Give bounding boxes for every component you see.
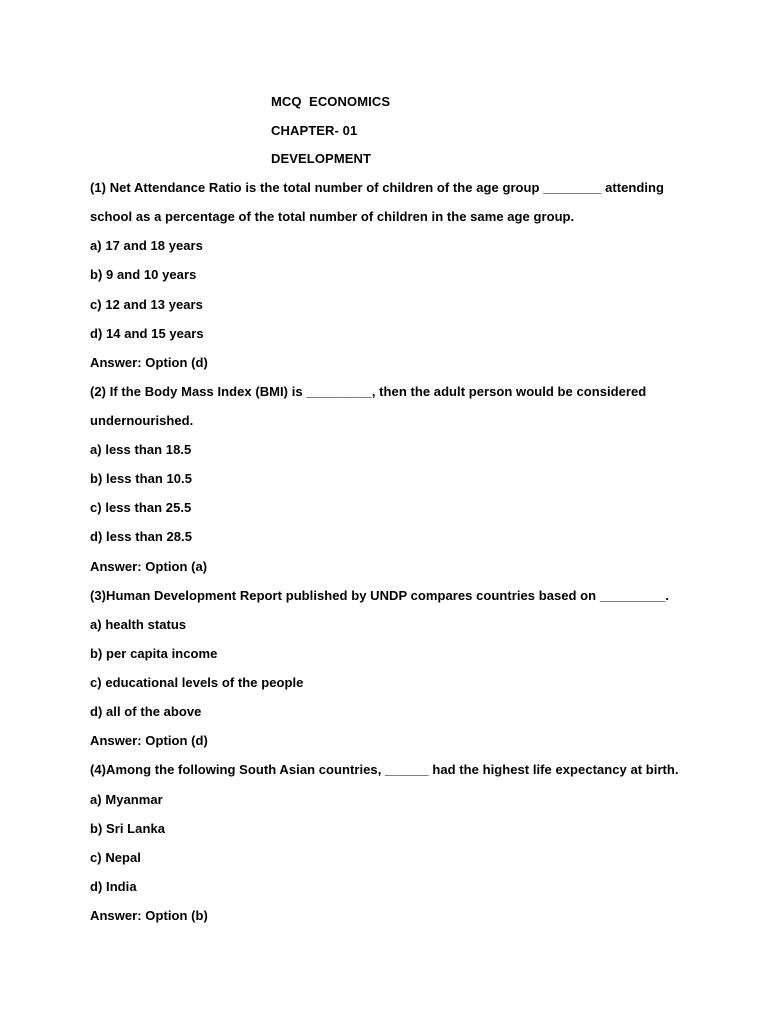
question-3-text: (3)Human Development Report published by UNDP compares countries based on _________. (90, 588, 670, 603)
chapter-label: CHAPTER- 01 (271, 123, 358, 138)
question-1-text-cont: school as a percentage of the total number of children in the same age group. (90, 209, 575, 224)
question-4-option-d: d) India (90, 879, 137, 894)
question-1-option-a: a) 17 and 18 years (90, 238, 203, 253)
question-1-answer: Answer: Option (d) (90, 355, 208, 370)
question-4-option-c: c) Nepal (90, 850, 141, 865)
question-4-option-a: a) Myanmar (90, 792, 163, 807)
question-1-option-b: b) 9 and 10 years (90, 267, 197, 282)
question-2-answer: Answer: Option (a) (90, 559, 208, 574)
question-3-option-d: d) all of the above (90, 704, 202, 719)
doc-title: MCQ ECONOMICS (271, 94, 391, 109)
question-4-option-b: b) Sri Lanka (90, 821, 166, 836)
question-1-text: (1) Net Attendance Ratio is the total number of children of the age group ________ attending (90, 180, 665, 195)
question-2-option-c: c) less than 25.5 (90, 500, 192, 515)
question-2-text: (2) If the Body Mass Index (BMI) is _________, then the adult person would be considered (90, 384, 647, 399)
question-4-text: (4)Among the following South Asian countries, ______ had the highest life expectancy at birth. (90, 762, 679, 777)
question-3-option-a: a) health status (90, 617, 187, 632)
question-2-text-cont: undernourished. (90, 413, 194, 428)
question-2-option-d: d) less than 28.5 (90, 529, 192, 544)
question-3-option-c: c) educational levels of the people (90, 675, 304, 690)
question-3-answer: Answer: Option (d) (90, 733, 208, 748)
question-2-option-a: a) less than 18.5 (90, 442, 192, 457)
question-2-option-b: b) less than 10.5 (90, 471, 192, 486)
question-1-option-d: d) 14 and 15 years (90, 326, 204, 341)
question-1-option-c: c) 12 and 13 years (90, 297, 203, 312)
topic-heading: DEVELOPMENT (271, 151, 372, 166)
question-3-option-b: b) per capita income (90, 646, 218, 661)
question-4-answer: Answer: Option (b) (90, 908, 208, 923)
